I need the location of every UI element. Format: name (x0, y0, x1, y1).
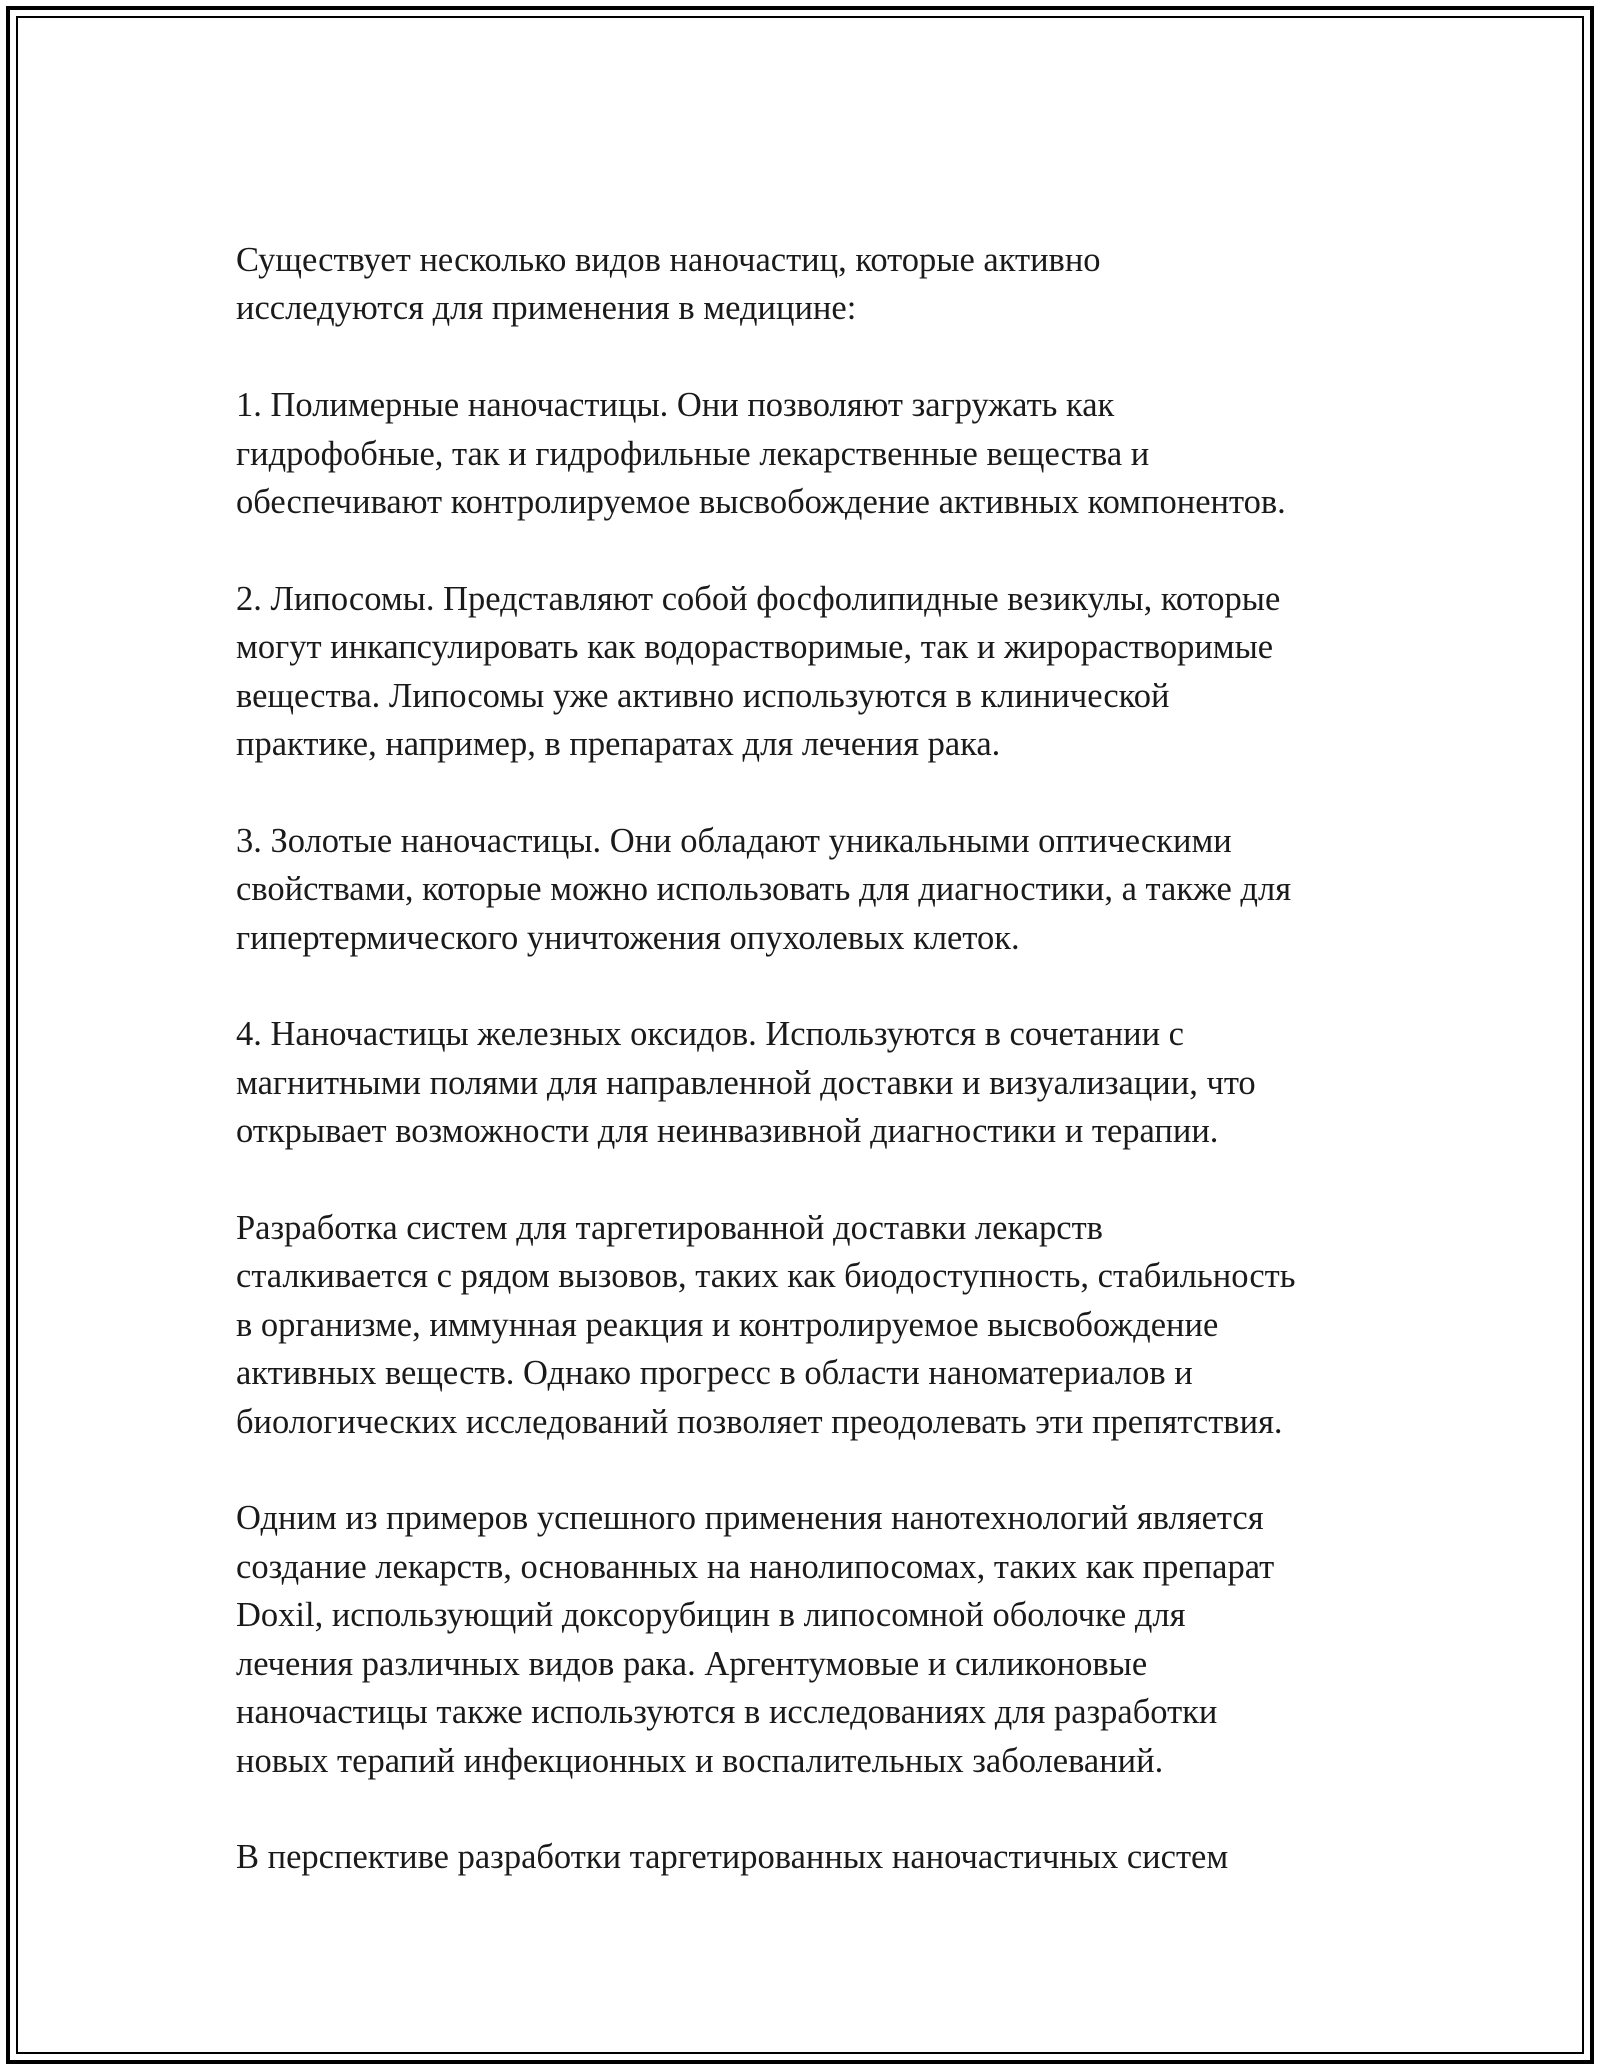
paragraph-polymer-nanoparticles: 1. Полимерные наночастицы. Они позволяют загружать как гидрофобные, так и гидрофильные лекарственные вещества и обеспечивают контролируемое высвобождение активных компонентов. (236, 386, 1286, 522)
paragraph-intro: Существует несколько видов наночастиц, которые активно исследуются для применения в медицине: (236, 241, 1101, 328)
paragraph-perspective: В перспективе разработки таргетированных наночастичных систем (236, 1838, 1229, 1877)
paragraph-iron-oxide-nanoparticles: 4. Наночастицы железных оксидов. Используются в сочетании с магнитными полями для направленной доставки и визуализации, что открывает возможности для неинвазивной диагностики и терапии. (236, 1015, 1256, 1151)
paragraph-liposomes: 2. Липосомы. Представляют собой фосфолипидные везикулы, которые могут инкапсулировать как водорастворимые, так и жирорастворимые вещества. Липосомы уже активно используются в клинической практике, например, в препаратах для лечения рака. (236, 579, 1281, 764)
document-body (236, 236, 1386, 1882)
paragraph-examples: Одним из примеров успешного применения нанотехнологий является создание лекарств, основанных на нанолипосомах, таких как препарат Doxil, использующий доксорубицин в липосомной оболочке для лечения различных видов рака. Аргентумовые и силиконовые наночастицы также используются в исследованиях для разработки новых терапий инфекционных и воспалительных заболеваний. (236, 1499, 1275, 1780)
paragraph-gold-nanoparticles: 3. Золотые наночастицы. Они обладают уникальными оптическими свойствами, которые можно использовать для диагностики, а также для гипертермического уничтожения опухолевых клеток. (236, 821, 1292, 957)
paragraph-challenges: Разработка систем для таргетированной доставки лекарств сталкивается с рядом вызовов, таких как биодоступность, стабильность в организме, иммунная реакция и контролируемое высвобождение активных веществ. Однако прогресс в области наноматериалов и биологических исследований позволяет преодолевать эти препятствия. (236, 1209, 1296, 1441)
